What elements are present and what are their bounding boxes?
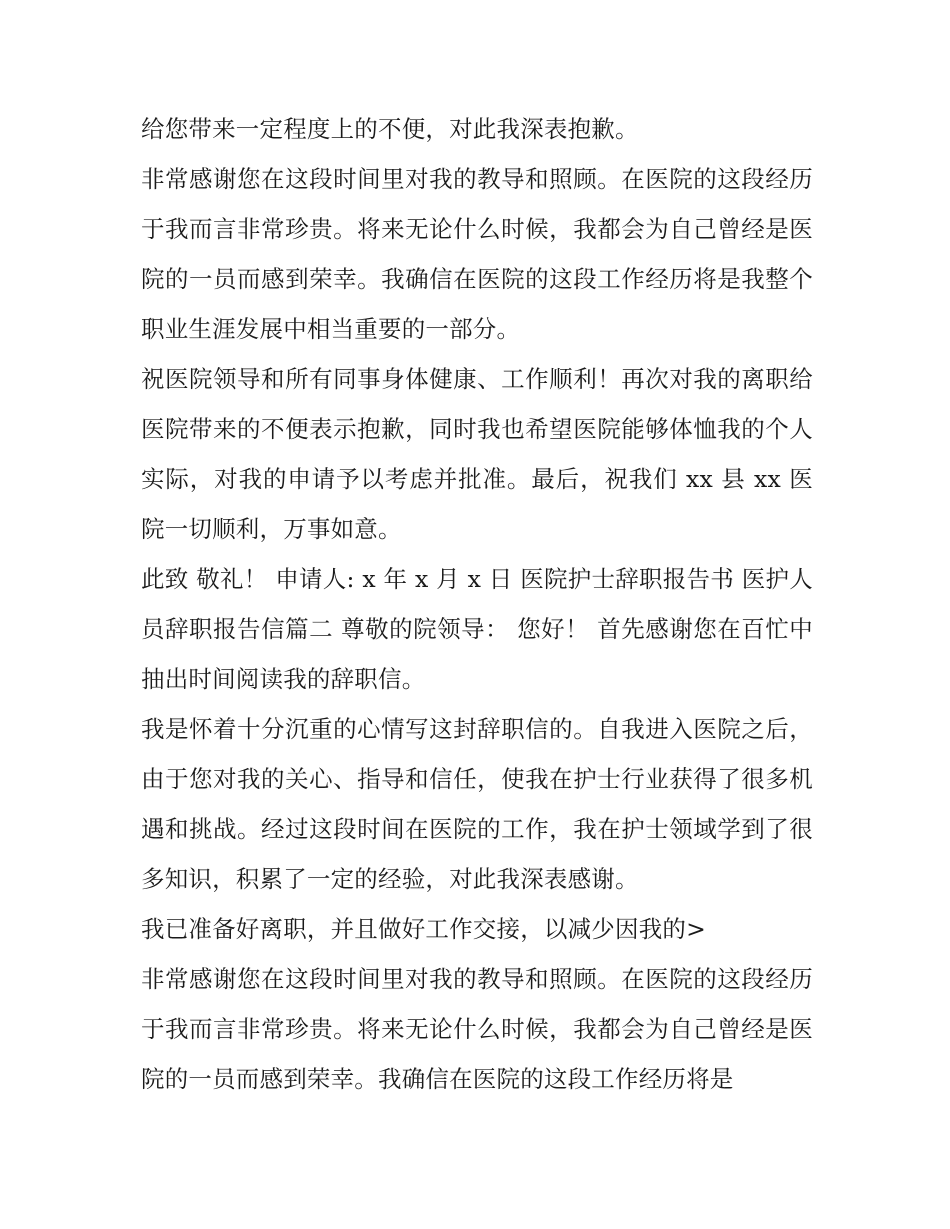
paragraph: 祝医院领导和所有同事身体健康、工作顺利！再次对我的离职给医院带来的不便表示抱歉，同时我也希望医院能够体恤我的个人实际，对我的申请予以考虑并批准。最后，祝我们 xx 县 xx 医院一切顺利，万事如意。 xyxy=(141,365,813,543)
paragraph: 非常感谢您在这段时间里对我的教导和照顾。在医院的这段经历于我而言非常珍贵。将来无论什么时候，我都会为自己曾经是医院的一员而感到荣幸。我确信在医院的这段工作经历将是我整个职业生涯发展中相当重要的一部分。 xyxy=(141,165,813,343)
paragraph: 我已准备好离职，并且做好工作交接，以减少因我的> xyxy=(141,915,706,943)
paragraph: 给您带来一定程度上的不便，对此我深表抱歉。 xyxy=(141,115,639,143)
document-body xyxy=(141,104,813,1104)
paragraph: 我是怀着十分沉重的心情写这封辞职信的。自我进入医院之后，由于您对我的关心、指导和信任，使我在护士行业获得了很多机遇和挑战。经过这段时间在医院的工作，我在护士领域学到了很多知识，积累了一定的经验，对此我深表感谢。 xyxy=(141,715,813,893)
paragraph: 非常感谢您在这段时间里对我的教导和照顾。在医院的这段经历于我而言非常珍贵。将来无论什么时候，我都会为自己曾经是医院的一员而感到荣幸。我确信在医院的这段工作经历将是 xyxy=(141,965,813,1093)
paragraph: 此致 敬礼！ 申请人: x 年 x 月 x 日 医院护士辞职报告书 医护人员辞职报告信篇二 尊敬的院领导： 您好！ 首先感谢您在百忙中抽出时间阅读我的辞职信。 xyxy=(141,565,813,693)
